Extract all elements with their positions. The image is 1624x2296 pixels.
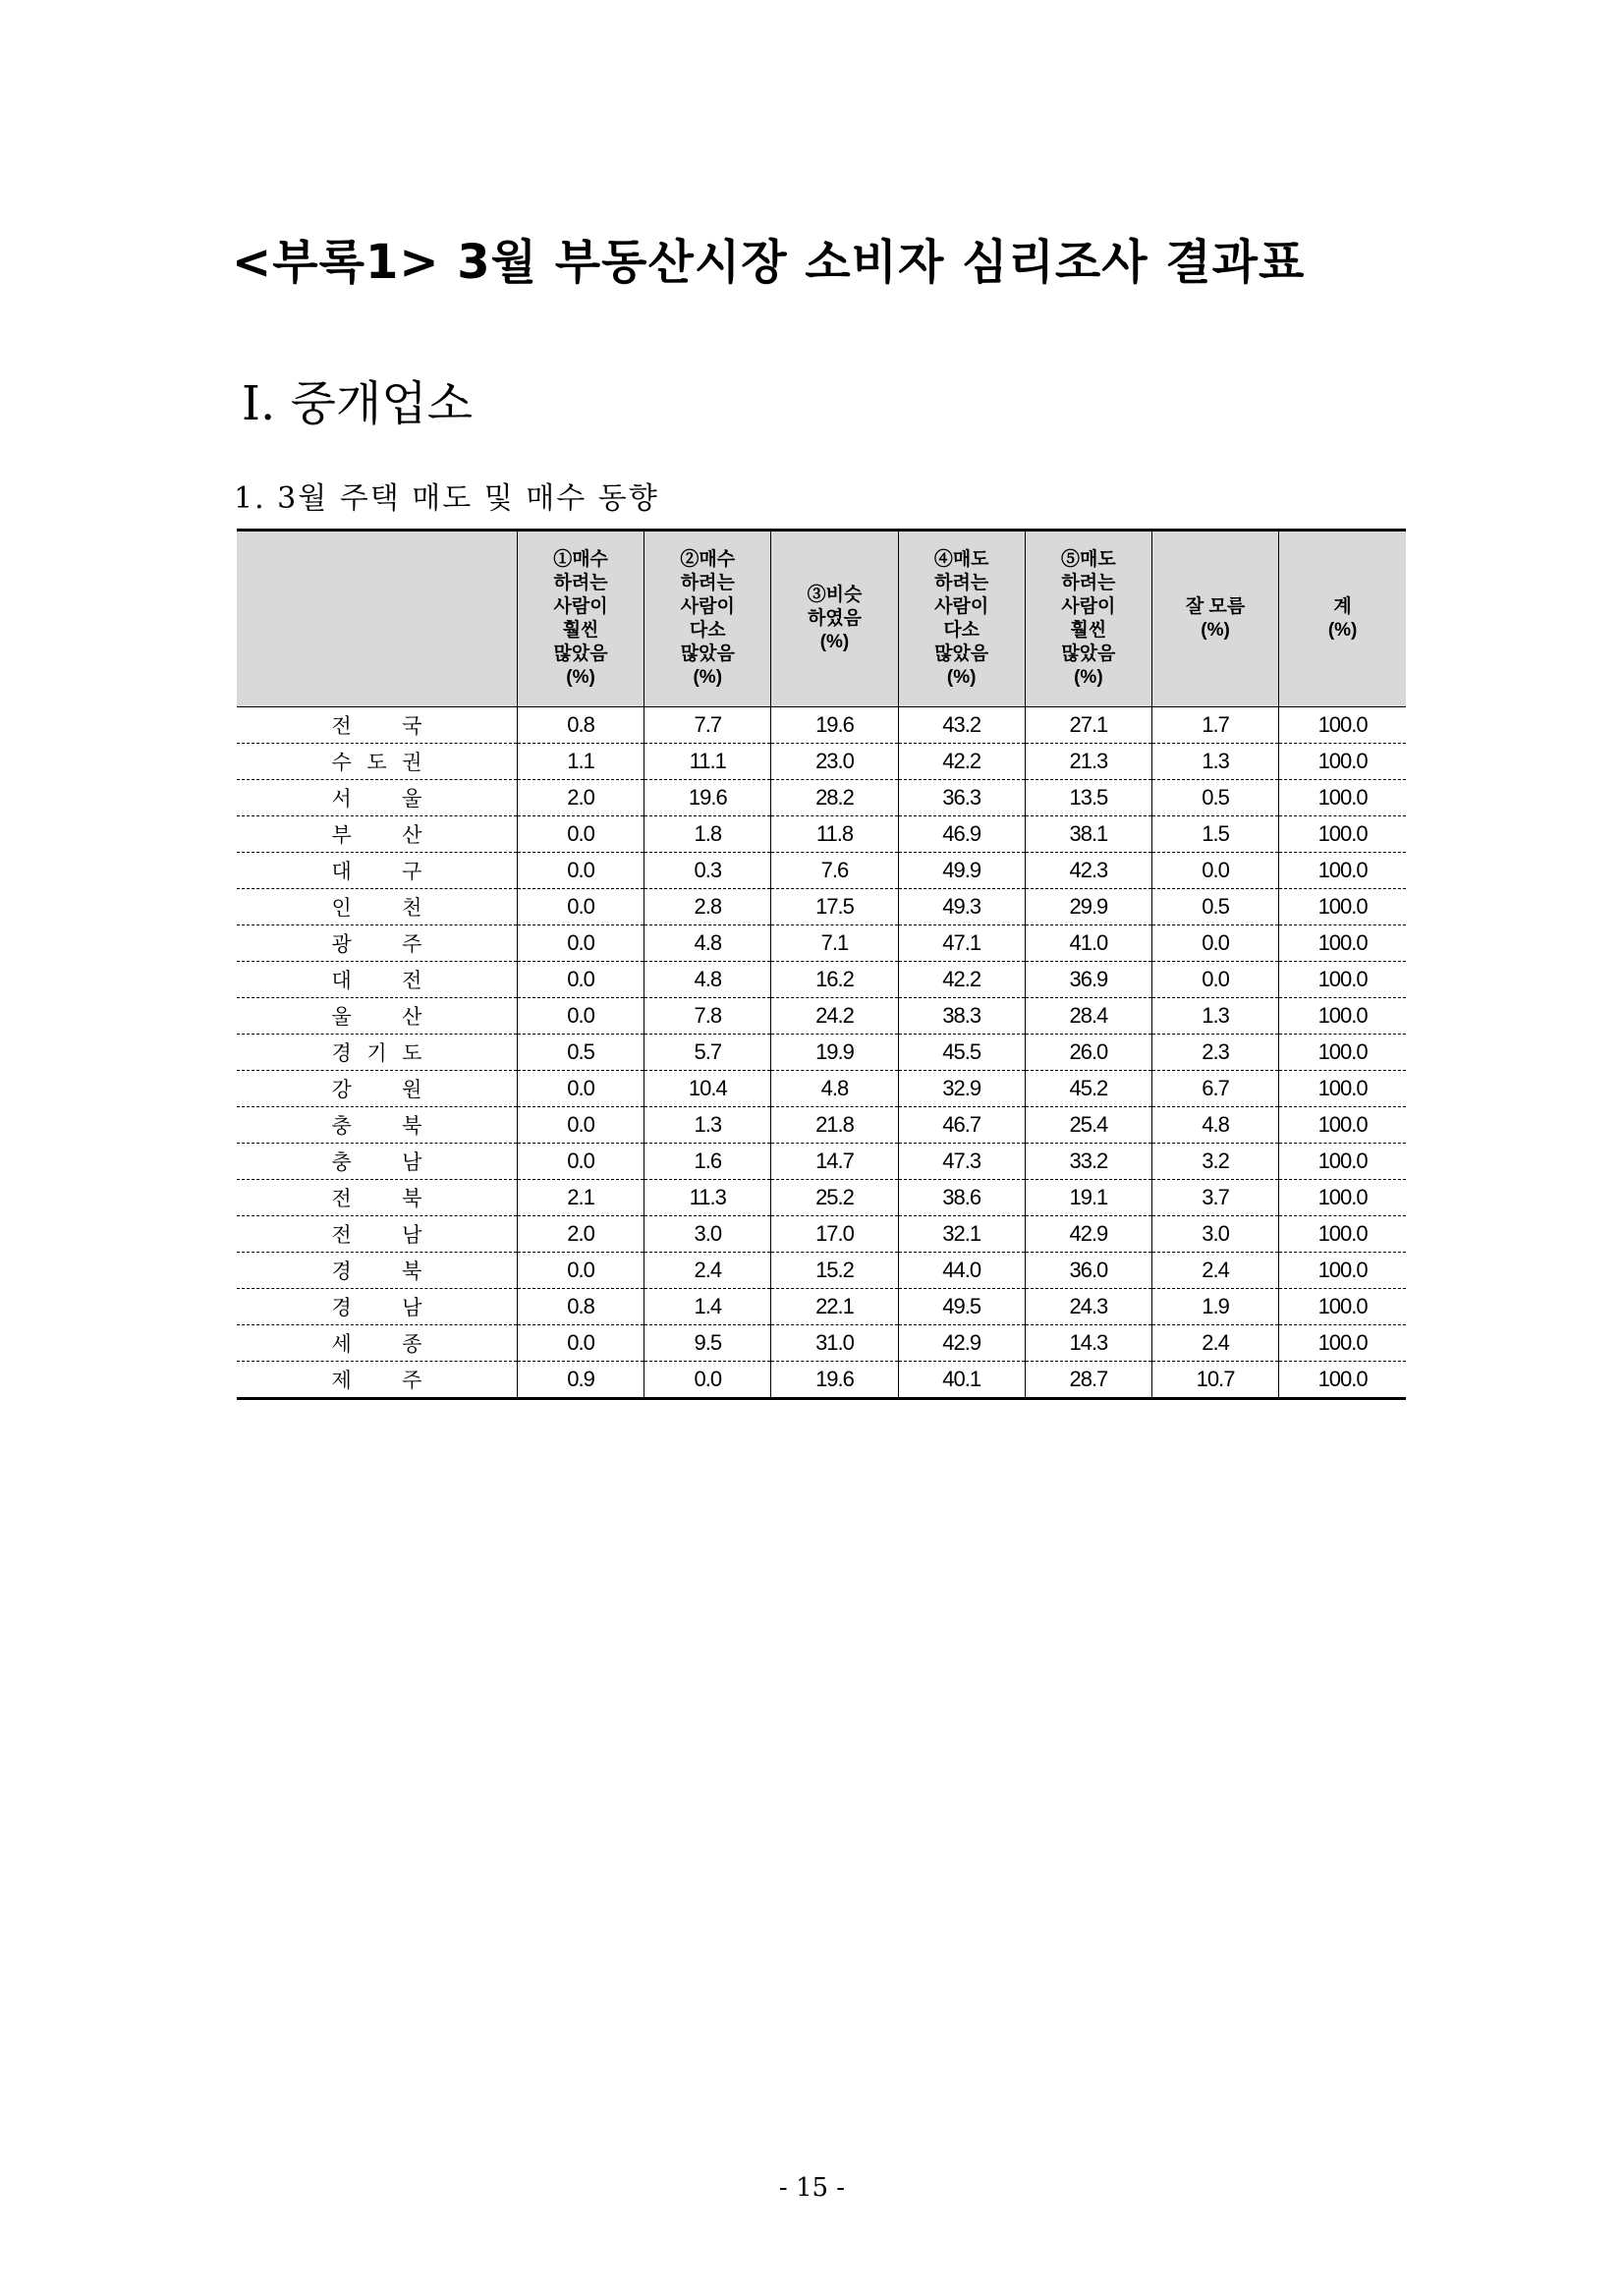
value-cell: 4.8 — [644, 962, 771, 998]
value-cell: 25.2 — [771, 1180, 898, 1216]
value-cell: 100.0 — [1279, 1216, 1406, 1253]
column-header-line: 계 — [1333, 596, 1352, 617]
value-cell: 49.3 — [898, 889, 1025, 925]
value-cell: 2.0 — [517, 1216, 644, 1253]
value-cell: 14.3 — [1025, 1325, 1151, 1362]
column-header-line: 사람이 — [680, 596, 735, 617]
value-cell: 3.0 — [1151, 1216, 1278, 1253]
region-name: 대 구 — [331, 861, 422, 883]
value-cell: 0.0 — [517, 1071, 644, 1107]
table-row — [237, 816, 1406, 853]
value-cell: 0.0 — [1151, 962, 1278, 998]
value-cell: 24.2 — [771, 998, 898, 1035]
table-row — [237, 1216, 1406, 1253]
value-cell: 100.0 — [1279, 1253, 1406, 1289]
value-cell: 28.2 — [771, 780, 898, 816]
value-cell: 15.2 — [771, 1253, 898, 1289]
value-cell: 49.9 — [898, 853, 1025, 889]
value-cell: 10.4 — [644, 1071, 771, 1107]
column-header-line: 많았음 — [934, 644, 989, 664]
value-cell: 13.5 — [1025, 780, 1151, 816]
value-cell: 2.8 — [644, 889, 771, 925]
region-name: 충 남 — [331, 1151, 422, 1174]
value-cell: 9.5 — [644, 1325, 771, 1362]
value-cell: 11.1 — [644, 744, 771, 780]
value-cell: 3.0 — [644, 1216, 771, 1253]
value-cell: 10.7 — [1151, 1362, 1278, 1399]
table-body — [237, 707, 1406, 1399]
value-cell: 14.7 — [771, 1144, 898, 1180]
value-cell: 0.0 — [517, 962, 644, 998]
region-name: 광 주 — [331, 933, 422, 956]
value-cell: 2.3 — [1151, 1035, 1278, 1071]
table-row — [237, 1253, 1406, 1289]
column-header-line: 훨씬 — [562, 620, 599, 641]
table-row — [237, 889, 1406, 925]
page-title: <부록1> 3월 부동산시장 소비자 심리조사 결과표 — [232, 235, 1306, 290]
region-cell — [237, 780, 517, 816]
region-cell — [237, 998, 517, 1035]
value-cell: 2.1 — [517, 1180, 644, 1216]
column-header-line: 하려는 — [1061, 573, 1116, 593]
region-name: 대 전 — [331, 970, 422, 992]
region-name: 전 북 — [331, 1188, 422, 1210]
value-cell: 0.0 — [1151, 925, 1278, 962]
column-header-line: 다소 — [689, 620, 726, 641]
value-cell: 1.3 — [644, 1107, 771, 1144]
value-cell: 42.2 — [898, 744, 1025, 780]
table-row — [237, 1362, 1406, 1399]
value-cell: 49.5 — [898, 1289, 1025, 1325]
value-cell: 25.4 — [1025, 1107, 1151, 1144]
value-cell: 28.4 — [1025, 998, 1151, 1035]
region-name: 전 국 — [331, 715, 422, 738]
value-cell: 0.0 — [644, 1362, 771, 1399]
value-cell: 0.0 — [517, 853, 644, 889]
value-cell: 2.4 — [644, 1253, 771, 1289]
value-cell: 38.1 — [1025, 816, 1151, 853]
value-cell: 1.3 — [1151, 998, 1278, 1035]
value-cell: 16.2 — [771, 962, 898, 998]
column-header-line: 사람이 — [1061, 596, 1116, 617]
value-cell: 42.3 — [1025, 853, 1151, 889]
region-name: 강 원 — [331, 1079, 422, 1101]
value-cell: 0.5 — [1151, 780, 1278, 816]
value-cell: 4.8 — [771, 1071, 898, 1107]
value-cell: 11.3 — [644, 1180, 771, 1216]
column-header-line: 많았음 — [553, 644, 608, 664]
value-cell: 100.0 — [1279, 1107, 1406, 1144]
value-cell: 7.8 — [644, 998, 771, 1035]
value-cell: 100.0 — [1279, 744, 1406, 780]
value-cell: 21.8 — [771, 1107, 898, 1144]
region-cell — [237, 1362, 517, 1399]
region-name: 세 종 — [331, 1333, 422, 1356]
value-cell: 0.0 — [517, 816, 644, 853]
value-cell: 36.0 — [1025, 1253, 1151, 1289]
region-cell — [237, 1144, 517, 1180]
value-cell: 36.9 — [1025, 962, 1151, 998]
value-cell: 100.0 — [1279, 853, 1406, 889]
value-cell: 17.5 — [771, 889, 898, 925]
value-cell: 19.6 — [771, 1362, 898, 1399]
value-cell: 45.5 — [898, 1035, 1025, 1071]
value-cell: 22.1 — [771, 1289, 898, 1325]
value-cell: 0.0 — [517, 1253, 644, 1289]
value-cell: 1.4 — [644, 1289, 771, 1325]
value-cell: 0.0 — [517, 1107, 644, 1144]
column-header-line: 잘 모름 — [1185, 596, 1246, 617]
value-cell: 100.0 — [1279, 1035, 1406, 1071]
table-row — [237, 925, 1406, 962]
region-cell — [237, 962, 517, 998]
region-name: 경 남 — [331, 1297, 422, 1319]
region-cell — [237, 1325, 517, 1362]
value-cell: 100.0 — [1279, 1144, 1406, 1180]
column-header-line: ②매수 — [680, 549, 736, 570]
value-cell: 3.7 — [1151, 1180, 1278, 1216]
value-cell: 7.7 — [644, 707, 771, 744]
value-cell: 100.0 — [1279, 1289, 1406, 1325]
value-cell: 42.9 — [898, 1325, 1025, 1362]
column-header-line: (%) — [1201, 620, 1230, 641]
value-cell: 31.0 — [771, 1325, 898, 1362]
value-cell: 0.0 — [517, 998, 644, 1035]
column-header-line: 많았음 — [680, 644, 735, 664]
value-cell: 23.0 — [771, 744, 898, 780]
value-cell: 19.9 — [771, 1035, 898, 1071]
value-cell: 43.2 — [898, 707, 1025, 744]
column-header-line: (%) — [1327, 620, 1358, 641]
region-cell — [237, 889, 517, 925]
table-row — [237, 1144, 1406, 1180]
value-cell: 0.0 — [1151, 853, 1278, 889]
value-cell: 3.2 — [1151, 1144, 1278, 1180]
region-cell — [237, 925, 517, 962]
value-cell: 19.6 — [771, 707, 898, 744]
value-cell: 2.0 — [517, 780, 644, 816]
value-cell: 41.0 — [1025, 925, 1151, 962]
region-cell — [237, 1107, 517, 1144]
value-cell: 32.9 — [898, 1071, 1025, 1107]
column-header-line: 하려는 — [553, 573, 608, 593]
region-cell — [237, 1180, 517, 1216]
value-cell: 100.0 — [1279, 998, 1406, 1035]
value-cell: 7.6 — [771, 853, 898, 889]
value-cell: 1.9 — [1151, 1289, 1278, 1325]
value-cell: 47.1 — [898, 925, 1025, 962]
column-header — [1151, 531, 1278, 707]
column-header — [1025, 531, 1151, 707]
value-cell: 7.1 — [771, 925, 898, 962]
region-name: 충 북 — [331, 1115, 422, 1138]
region-cell — [237, 853, 517, 889]
value-cell: 0.3 — [644, 853, 771, 889]
region-cell — [237, 1035, 517, 1071]
table-row — [237, 962, 1406, 998]
column-header — [644, 531, 771, 707]
column-header-line: (%) — [1074, 667, 1103, 688]
value-cell: 17.0 — [771, 1216, 898, 1253]
value-cell: 1.1 — [517, 744, 644, 780]
value-cell: 42.9 — [1025, 1216, 1151, 1253]
table-row — [237, 1289, 1406, 1325]
value-cell: 100.0 — [1279, 780, 1406, 816]
column-header-line: ①매수 — [553, 549, 608, 570]
value-cell: 100.0 — [1279, 889, 1406, 925]
page-number: - 15 - — [778, 2173, 846, 2203]
value-cell: 1.5 — [1151, 816, 1278, 853]
value-cell: 1.3 — [1151, 744, 1278, 780]
column-header-line: (%) — [946, 667, 977, 688]
column-header-line: 사람이 — [553, 596, 608, 617]
value-cell: 100.0 — [1279, 816, 1406, 853]
table-row — [237, 744, 1406, 780]
table-row — [237, 707, 1406, 744]
region-cell — [237, 1071, 517, 1107]
value-cell: 2.4 — [1151, 1253, 1278, 1289]
region-name: 수 도 권 — [331, 752, 422, 774]
value-cell: 21.3 — [1025, 744, 1151, 780]
table-row — [237, 780, 1406, 816]
value-cell: 47.3 — [898, 1144, 1025, 1180]
value-cell: 11.8 — [771, 816, 898, 853]
value-cell: 0.0 — [517, 925, 644, 962]
region-cell — [237, 1289, 517, 1325]
column-header-line: 많았음 — [1061, 644, 1116, 664]
value-cell: 1.7 — [1151, 707, 1278, 744]
value-cell: 100.0 — [1279, 1362, 1406, 1399]
value-cell: 100.0 — [1279, 1071, 1406, 1107]
value-cell: 100.0 — [1279, 962, 1406, 998]
value-cell: 42.2 — [898, 962, 1025, 998]
column-header — [771, 531, 898, 707]
column-header-line: (%) — [693, 667, 723, 688]
value-cell: 44.0 — [898, 1253, 1025, 1289]
table-row — [237, 853, 1406, 889]
region-name: 경 북 — [331, 1260, 422, 1283]
value-cell: 0.0 — [517, 889, 644, 925]
value-cell: 26.0 — [1025, 1035, 1151, 1071]
value-cell: 40.1 — [898, 1362, 1025, 1399]
table-header-row — [237, 531, 1406, 707]
value-cell: 27.1 — [1025, 707, 1151, 744]
region-name: 서 울 — [331, 788, 422, 811]
value-cell: 24.3 — [1025, 1289, 1151, 1325]
value-cell: 100.0 — [1279, 1180, 1406, 1216]
value-cell: 19.6 — [644, 780, 771, 816]
value-cell: 29.9 — [1025, 889, 1151, 925]
column-header-line: 사람이 — [934, 596, 989, 617]
region-name: 인 천 — [331, 897, 422, 920]
value-cell: 6.7 — [1151, 1071, 1278, 1107]
value-cell: 1.8 — [644, 816, 771, 853]
value-cell: 1.6 — [644, 1144, 771, 1180]
column-header-line: 다소 — [943, 620, 980, 641]
value-cell: 0.9 — [517, 1362, 644, 1399]
value-cell: 32.1 — [898, 1216, 1025, 1253]
value-cell: 0.8 — [517, 1289, 644, 1325]
column-header-line: 하였음 — [807, 608, 862, 629]
value-cell: 0.8 — [517, 707, 644, 744]
value-cell: 0.0 — [517, 1144, 644, 1180]
value-cell: 45.2 — [1025, 1071, 1151, 1107]
value-cell: 38.3 — [898, 998, 1025, 1035]
column-header — [517, 531, 644, 707]
value-cell: 0.5 — [1151, 889, 1278, 925]
value-cell: 2.4 — [1151, 1325, 1278, 1362]
table-row — [237, 1325, 1406, 1362]
column-header-line: (%) — [819, 632, 850, 652]
value-cell: 100.0 — [1279, 707, 1406, 744]
table-row — [237, 1107, 1406, 1144]
column-header-line: 하려는 — [934, 573, 989, 593]
region-name: 경 기 도 — [331, 1042, 422, 1065]
value-cell: 46.9 — [898, 816, 1025, 853]
column-header-line: (%) — [566, 667, 595, 688]
survey-results-table — [237, 529, 1406, 1400]
value-cell: 100.0 — [1279, 925, 1406, 962]
region-name: 부 산 — [331, 824, 422, 847]
column-header-line: ③비슷 — [807, 585, 863, 605]
value-cell: 19.1 — [1025, 1180, 1151, 1216]
value-cell: 100.0 — [1279, 1325, 1406, 1362]
region-cell — [237, 707, 517, 744]
region-name: 전 남 — [331, 1224, 422, 1247]
column-header-line: ⑤매도 — [1061, 549, 1116, 570]
value-cell: 28.7 — [1025, 1362, 1151, 1399]
header-region-blank — [237, 531, 517, 707]
region-cell — [237, 816, 517, 853]
value-cell: 0.0 — [517, 1325, 644, 1362]
value-cell: 0.5 — [517, 1035, 644, 1071]
value-cell: 36.3 — [898, 780, 1025, 816]
region-name: 울 산 — [331, 1006, 422, 1029]
column-header-line: ④매도 — [933, 549, 989, 570]
table-row — [237, 1071, 1406, 1107]
section-heading: Ⅰ. 중개업소 — [242, 376, 473, 431]
subsection-heading: 1. 3월 주택 매도 및 매수 동향 — [234, 481, 659, 516]
column-header — [1279, 531, 1406, 707]
column-header — [898, 531, 1025, 707]
value-cell: 33.2 — [1025, 1144, 1151, 1180]
value-cell: 4.8 — [1151, 1107, 1278, 1144]
value-cell: 5.7 — [644, 1035, 771, 1071]
table-row — [237, 998, 1406, 1035]
region-cell — [237, 1253, 517, 1289]
column-header-line: 훨씬 — [1070, 620, 1107, 641]
region-cell — [237, 744, 517, 780]
value-cell: 46.7 — [898, 1107, 1025, 1144]
region-name: 제 주 — [331, 1370, 422, 1392]
region-cell — [237, 1216, 517, 1253]
column-header-line: 하려는 — [680, 573, 735, 593]
value-cell: 4.8 — [644, 925, 771, 962]
table-row — [237, 1035, 1406, 1071]
table-row — [237, 1180, 1406, 1216]
value-cell: 38.6 — [898, 1180, 1025, 1216]
